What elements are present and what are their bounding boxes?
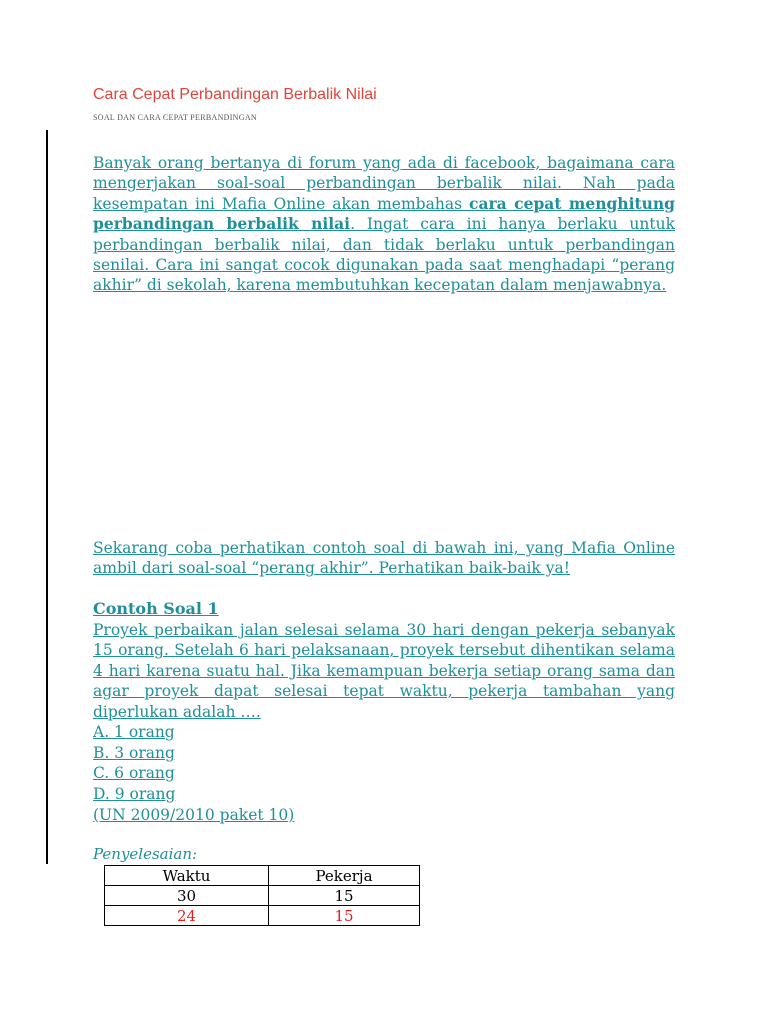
solution-table bbox=[104, 865, 420, 926]
example-source: (UN 2009/2010 paket 10) bbox=[93, 806, 295, 824]
example-question: Proyek perbaikan jalan selesai selama 30 hari dengan pekerja sebanyak 15 orang. Setelah 6 hari pelaksanaan, proyek tersebut dihentikan selama 4 hari karena suatu hal. Jika kemampuan bekerja setiap orang sama dan agar proyek dapat selesai tepat waktu, pekerja tambahan yang diperlukan adalah …. bbox=[93, 621, 675, 721]
intro-text-part1: Banyak orang bertanya di forum yang ada di facebook, bagaimana cara mengerjakan soal-soal perbandingan berbalik nilai. Nah pada kesempatan ini Mafia Online akan membahas bbox=[93, 154, 675, 213]
option-b: B. 3 orang bbox=[93, 744, 175, 762]
table-header-row bbox=[105, 866, 420, 886]
solution-label: Penyelesaian: bbox=[93, 845, 198, 863]
table-row bbox=[105, 906, 420, 926]
table-cell-pekerja: 15 bbox=[269, 886, 420, 906]
page-title: Cara Cepat Perbandingan Berbalik Nilai bbox=[93, 86, 377, 103]
table-cell-waktu-highlight: 24 bbox=[105, 906, 269, 926]
table-cell-pekerja-highlight: 15 bbox=[269, 906, 420, 926]
example-heading: Contoh Soal 1 bbox=[93, 599, 219, 618]
table-header-waktu: Waktu bbox=[105, 866, 269, 886]
page-subtitle: SOAL DAN CARA CEPAT PERBANDINGAN bbox=[93, 113, 257, 122]
table-cell-waktu: 30 bbox=[105, 886, 269, 906]
intro-text-part2: . Ingat cara ini hanya berlaku untuk perbandingan berbalik nilai, dan tidak berlaku untuk perbandingan senilai. Cara ini sangat cocok digunakan pada saat menghadapi “perang akhir” di sekolah, karena membutuhkan kecepatan dalam menjawabnya. bbox=[93, 215, 675, 295]
intro-paragraph bbox=[93, 153, 675, 296]
lead-paragraph: Sekarang coba perhatikan contoh soal di bawah ini, yang Mafia Online ambil dari soal-soal “perang akhir”. Perhatikan baik-baik ya! bbox=[93, 539, 675, 578]
option-c: C. 6 orang bbox=[93, 764, 175, 782]
table-row bbox=[105, 886, 420, 906]
option-d: D. 9 orang bbox=[93, 785, 176, 803]
left-margin-line bbox=[46, 130, 48, 864]
option-a: A. 1 orang bbox=[93, 723, 175, 741]
intro-text-bold: cara cepat menghitung perbandingan berbalik nilai bbox=[93, 193, 675, 234]
table-header-pekerja: Pekerja bbox=[269, 866, 420, 886]
